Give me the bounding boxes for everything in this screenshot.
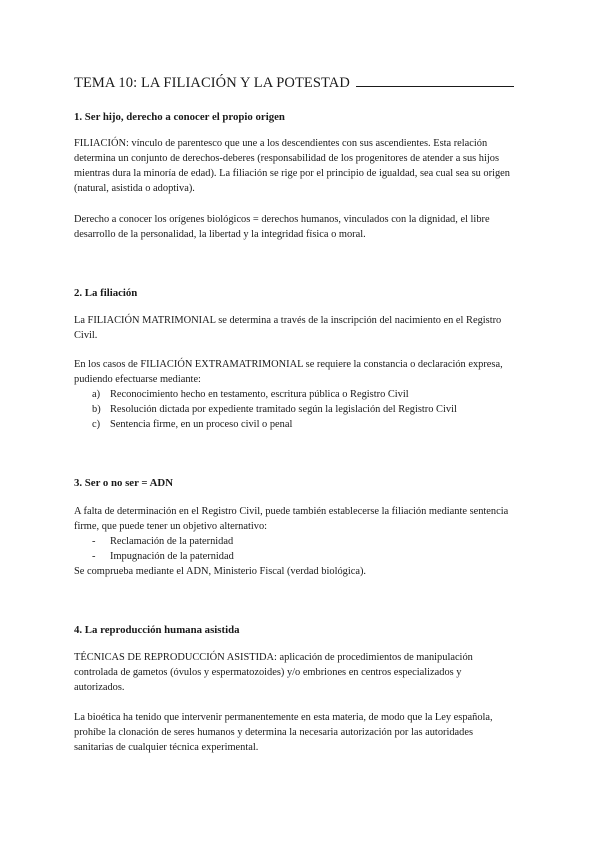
section-4-heading: 4. La reproducción humana asistida xyxy=(74,624,240,636)
section-2-heading: 2. La filiación xyxy=(74,287,138,299)
list-marker: a) xyxy=(92,389,101,400)
title-underline xyxy=(356,74,514,87)
list-item-text: Reclamación de la paternidad xyxy=(110,536,234,547)
section-2-paragraph-1: La FILIACIÓN MATRIMONIAL se determina a través de la inscripción del nacimiento en el Registro Civil. xyxy=(74,315,502,341)
section-4-paragraph-1: TÉCNICAS DE REPRODUCCIÓN ASISTIDA: aplicación de procedimientos de manipulación controlada de gametos (óvulos y espermatozoides) y/o embriones en centros especializados y autorizados. xyxy=(74,652,473,693)
section-1-heading: 1. Ser hijo, derecho a conocer el propio origen xyxy=(74,111,285,123)
section-1-paragraph-1: FILIACIÓN: vínculo de parentesco que une a los descendientes con sus ascendientes. Esta relación determina un conjunto de derechos-deberes (responsabilidad de los progenitores de atender a sus hijos mientras dura la minoría de edad). La filiación se rige por el principio de igualdad, sea cual sea su origen (natural, asistida o adoptiva). xyxy=(74,138,510,194)
list-item xyxy=(92,387,409,402)
list-marker: - xyxy=(92,551,96,562)
section-3-paragraph-1: A falta de determinación en el Registro Civil, puede también establecerse la filiación mediante sentencia firme, que puede tener un objetivo alternativo: xyxy=(74,506,509,532)
list-item-text: Impugnación de la paternidad xyxy=(110,551,234,562)
list-item xyxy=(92,549,234,564)
section-4-paragraph-2: La bioética ha tenido que intervenir permanentemente en esta materia, de modo que la Ley española, prohíbe la clonación de seres humanos y determina la necesaria autorización por las autoridades sanitarias de cualquier técnica experimental. xyxy=(74,712,493,753)
section-3-paragraph-2: Se comprueba mediante el ADN, Ministerio Fiscal (verdad biológica). xyxy=(74,566,367,577)
section-2-paragraph-2: En los casos de FILIACIÓN EXTRAMATRIMONIAL se requiere la constancia o declaración expresa, pudiendo efectuarse mediante: xyxy=(74,359,503,385)
list-item xyxy=(92,534,233,549)
title-text: TEMA 10: LA FILIACIÓN Y LA POTESTAD xyxy=(74,75,350,91)
list-item-text: Reconocimiento hecho en testamento, escritura pública o Registro Civil xyxy=(110,389,409,400)
list-item-text: Sentencia firme, en un proceso civil o penal xyxy=(110,419,293,430)
list-item xyxy=(92,417,292,432)
section-3-heading: 3. Ser o no ser = ADN xyxy=(74,477,174,489)
section-1-paragraph-2: Derecho a conocer los orígenes biológicos = derechos humanos, vinculados con la dignidad, el libre desarrollo de la personalidad, la libertad y la integridad física o moral. xyxy=(74,214,490,240)
list-marker: c) xyxy=(92,419,101,430)
list-marker: b) xyxy=(92,404,101,415)
page-title xyxy=(74,74,514,92)
list-item-text: Resolución dictada por expediente tramitado según la legislación del Registro Civil xyxy=(110,404,457,415)
list-item xyxy=(92,402,457,417)
list-marker: - xyxy=(92,536,96,547)
